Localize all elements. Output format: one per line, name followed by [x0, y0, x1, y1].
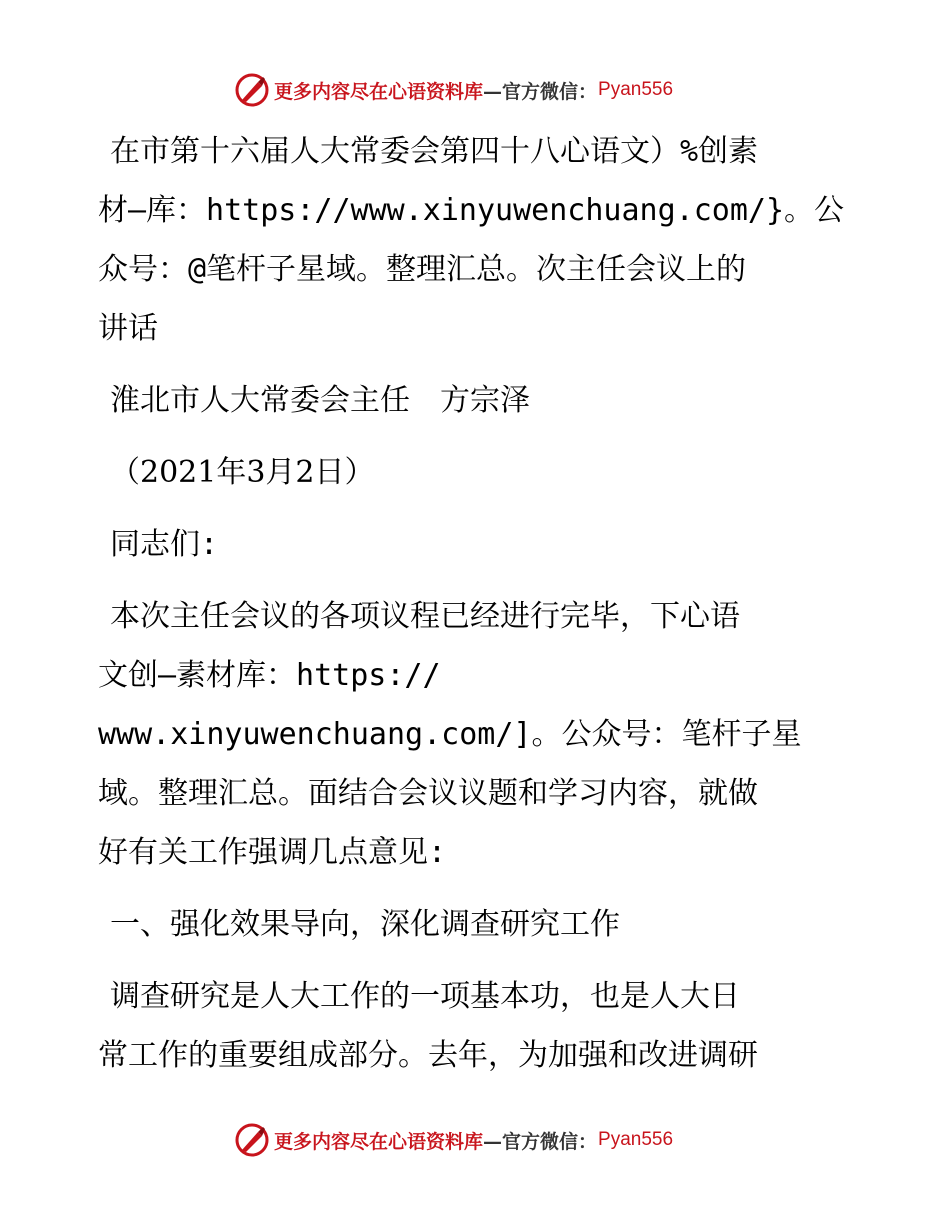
header-banner [234, 70, 714, 110]
footer-banner [234, 1120, 714, 1160]
banner-sub-text: —官方微信： [483, 80, 598, 103]
banner-main-text: 更多内容尽在心语资料库 [274, 1130, 484, 1153]
salutation: 同志们: [110, 527, 219, 562]
banner-wechat-id: Pyan556 [598, 1129, 674, 1150]
paragraph-line: 文创—素材库：https:// [98, 658, 441, 693]
paragraph-line: 域。整理汇总。面结合会议议题和学习内容，就做 [98, 776, 758, 811]
pen-logo-icon [234, 72, 270, 108]
title-line: 讲话 [98, 311, 158, 346]
section-heading: 一、强化效果导向，深化调查研究工作 [110, 907, 620, 942]
paragraph-line: 调查研究是人大工作的一项基本功，也是人大日 [110, 979, 740, 1014]
banner-sub-text: —官方微信： [483, 1130, 598, 1153]
pen-logo-icon [234, 1122, 270, 1158]
banner-wechat-id: Pyan556 [598, 79, 674, 100]
banner-main-text: 更多内容尽在心语资料库 [274, 80, 484, 103]
paragraph-line: 好有关工作强调几点意见: [98, 835, 447, 870]
paragraph-line: www.xinyuwenchuang.com/]。公众号：笔杆子星 [98, 717, 802, 752]
title-line: 众号：@笔杆子星域。整理汇总。次主任会议上的 [98, 252, 747, 287]
paragraph-line: 常工作的重要组成部分。去年，为加强和改进调研 [98, 1038, 758, 1073]
title-line: 在市第十六届人大常委会第四十八心语文）%创素 [110, 134, 759, 169]
paragraph-line: 本次主任会议的各项议程已经进行完毕，下心语 [110, 599, 740, 634]
document-body [98, 122, 850, 1085]
title-line: 材—库：https://www.xinyuwenchuang.com/}。公 [98, 193, 845, 228]
author-line: 淮北市人大常委会主任 方宗泽 [110, 383, 530, 418]
date-line: （2021年3月2日） [110, 455, 375, 490]
